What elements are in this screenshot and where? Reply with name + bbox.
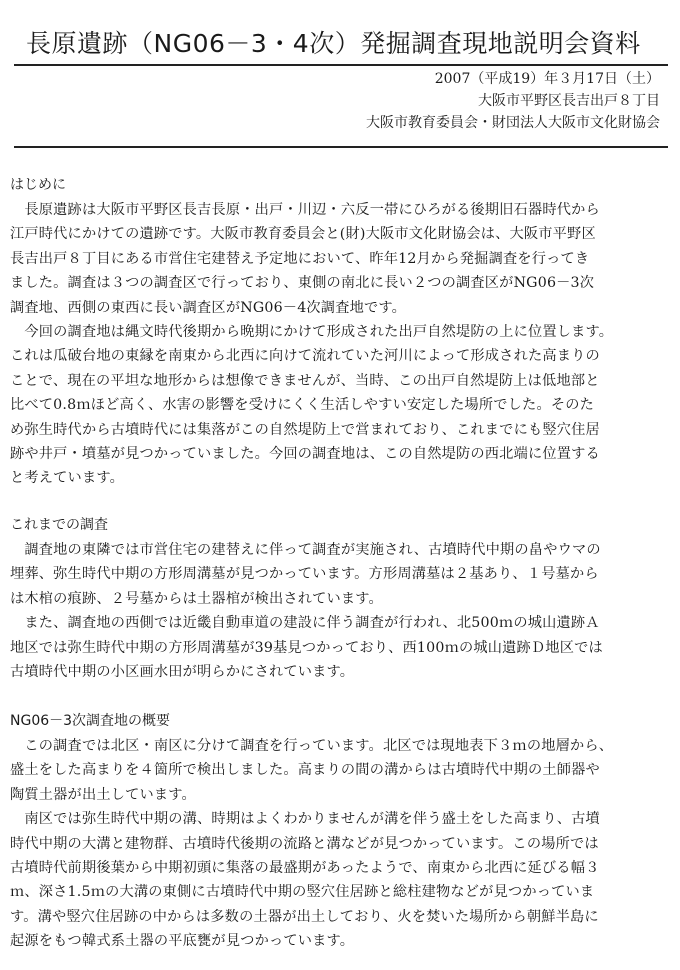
text-line: 陶質土器が出土しています。 <box>10 786 196 803</box>
document-organization: 大阪市教育委員会・財団法人大阪市文化財協会 <box>366 115 660 131</box>
text-line: 古墳時代中期の小区画水田が明らかにされています。 <box>10 663 355 680</box>
text-line: 比べて0.8ｍほど高く、水害の影響を受けにくく生活しやすい安定した場所でした。そのた <box>10 397 594 414</box>
text-line: と考えています。 <box>10 470 124 487</box>
text-line: 長吉出戸８丁目にある市営住宅建替え予定地において、昨年12月から発掘調査を行ってき <box>10 250 590 267</box>
text-line: この調査では北区・南区に分けて調査を行っています。北区では現地表下３ｍの地層から、 <box>10 738 614 754</box>
section-introduction <box>10 172 670 491</box>
header-divider <box>14 146 668 148</box>
text-line: 地区では弥生時代中期の方形周溝墓が39基見つかっており、西100ｍの城山遺跡Ｄ地区では <box>10 639 603 656</box>
section-body <box>10 734 670 954</box>
text-line: これは瓜破台地の東縁を南東から北西に向けて流れていた河川によって形成された高まりの <box>10 348 600 365</box>
section-ng06-3-overview <box>10 708 670 954</box>
text-line: め弥生時代から古墳時代には集落がこの自然堤防上で営まれており、これまでにも竪穴住居 <box>10 421 600 438</box>
section-previous-surveys <box>10 512 670 684</box>
text-line: また、調査地の西側では近畿自動車道の建設に伴う調査が行われ、北500ｍの城山遺跡Ａ <box>10 615 600 632</box>
text-line: 南区では弥生時代中期の溝、時期はよくわかりませんが溝を伴う盛土をした高まり、古墳 <box>10 811 600 828</box>
text-line: ｍ、深さ1.5ｍの大溝の東側に古墳時代中期の竪穴住居跡と総柱建物などが見つかっていま <box>10 884 595 901</box>
text-line: は木棺の痕跡、２号墓からは土器棺が検出されています。 <box>10 590 383 607</box>
document-title: 長原遺跡（NG06－3・4次）発掘調査現地説明会資料 <box>26 29 641 58</box>
text-line: 古墳時代前期後葉から中期初頭に集落の最盛期があったようで、南東から北西に延びる幅３ <box>10 859 600 876</box>
text-line: 埋葬、弥生時代中期の方形周溝墓が見つかっています。方形周溝墓は２基あり、１号墓から <box>10 566 599 583</box>
text-line: ました。調査は３つの調査区で行っており、東側の南北に長い２つの調査区がNG06－3次 <box>10 275 595 292</box>
section-heading: はじめに <box>10 177 66 193</box>
text-line: 調査地の東隣では市営住宅の建替えに伴って調査が実施され、古墳時代中期の畠やウマの <box>10 542 601 558</box>
document-meta <box>366 68 660 134</box>
text-line: 起源をもつ韓式系土器の平底甕が見つかっています。 <box>10 933 355 950</box>
text-line: す。溝や竪穴住居跡の中からは多数の土器が出土しており、火を焚いた場所から朝鮮半島に <box>10 908 599 925</box>
title-underline <box>14 64 668 66</box>
text-line: 跡や井戸・墳墓が見つかっていました。今回の調査地は、この自然堤防の西北端に位置する <box>10 445 600 462</box>
text-line: 時代中期の大溝と建物群、古墳時代後期の流路と溝などが見つかっています。この場所では <box>10 835 599 852</box>
section-body <box>10 538 670 684</box>
text-line: 長原遺跡は大阪市平野区長吉長原・出戸・川辺・六反一帯にひろがる後期旧石器時代から <box>10 202 600 218</box>
section-heading: これまでの調査 <box>10 517 108 533</box>
document-address: 大阪市平野区長吉出戸８丁目 <box>478 93 660 109</box>
text-line: 今回の調査地は縄文時代後期から晩期にかけて形成された出戸自然堤防の上に位置します。 <box>10 323 614 340</box>
section-heading: NG06－3次調査地の概要 <box>10 713 171 729</box>
document-date: 2007（平成19）年３月17日（土） <box>434 71 660 87</box>
section-body <box>10 198 670 491</box>
text-line: 盛土をした高まりを４箇所で検出しました。高まりの間の溝からは古墳時代中期の土師器や <box>10 762 600 779</box>
text-line: 江戸時代にかけての遺跡です。大阪市教育委員会と(財)大阪市文化財協会は、大阪市平野区 <box>10 226 596 243</box>
text-line: 調査地、西側の東西に長い調査区がNG06－4次調査地です。 <box>10 299 406 316</box>
text-line: ことで、現在の平坦な地形からは想像できませんが、当時、この出戸自然堤防上は低地部と <box>10 372 600 389</box>
